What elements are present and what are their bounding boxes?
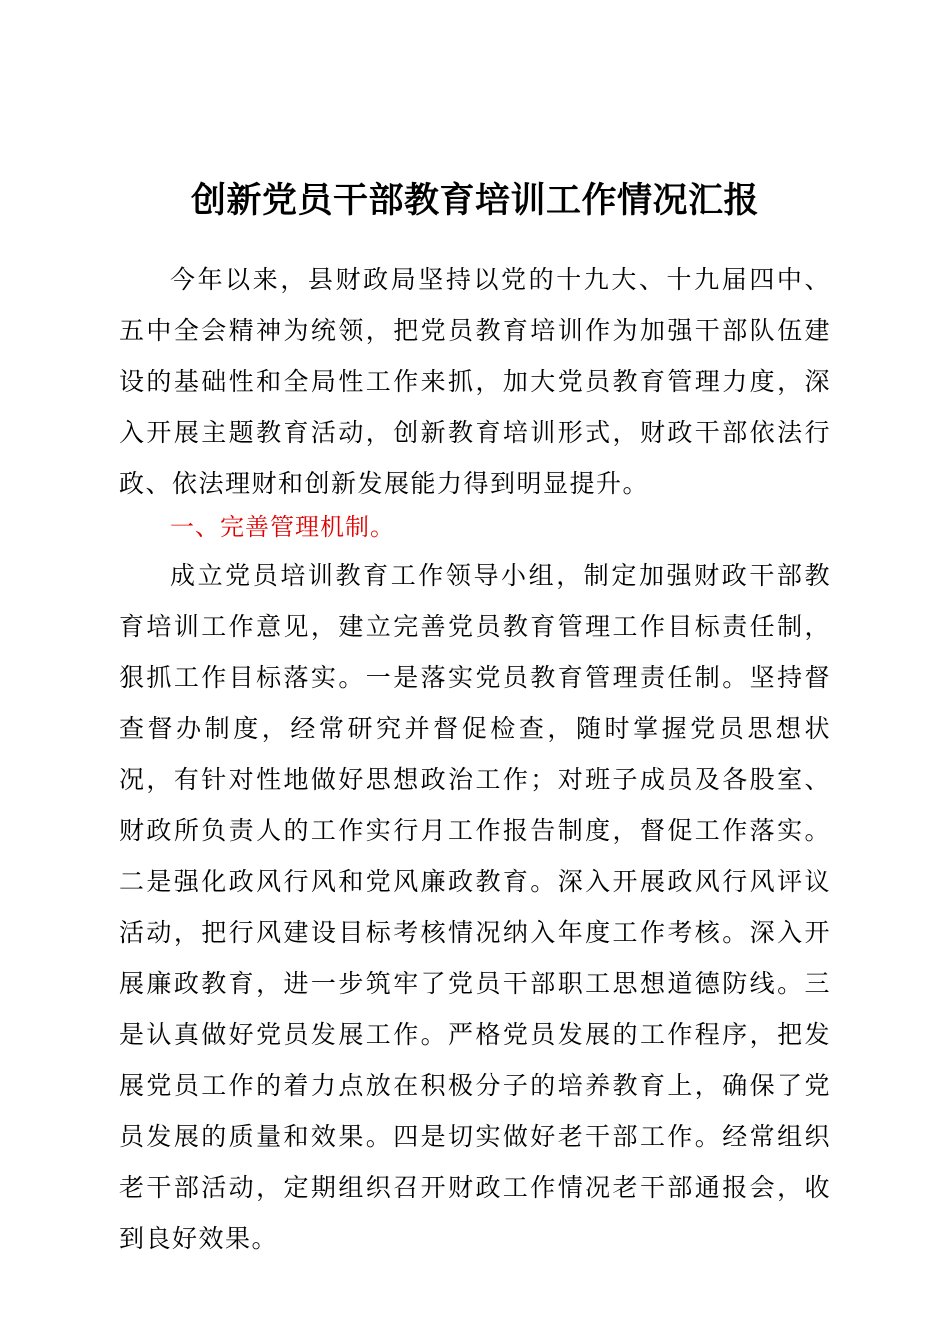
section-heading: 一、完善管理机制。 — [170, 513, 395, 541]
intro-paragraph: 今年以来，县财政局坚持以党的十九大、十九届四中、五中全会精神为统领，把党员教育培训作为加强干部队伍建设的基础性和全局性工作来抓，加大党员教育管理力度，深入开展主题教育活动，创新教育培训形式，财政干部依法行政、依法理财和创新发展能力得到明显提升。 — [119, 265, 831, 498]
document-title: 创新党员干部教育培训工作情况汇报 — [190, 180, 759, 221]
section-paragraph: 成立党员培训教育工作领导小组，制定加强财政干部教育培训工作意见，建立完善党员教育管理工作目标责任制，狠抓工作目标落实。一是落实党员教育管理责任制。坚持督查督办制度，经常研究并督促检查，随时掌握党员思想状况，有针对性地做好思想政治工作；对班子成员及各股室、财政所负责人的工作实行月工作报告制度，督促工作落实。二是强化政风行风和党风廉政教育。深入开展政风行风评议活动，把行风建设目标考核情况纳入年度工作考核。深入开展廉政教育，进一步筑牢了党员干部职工思想道德防线。三是认真做好党员发展工作。严格党员发展的工作程序，把发展党员工作的着力点放在积极分子的培养教育上，确保了党员发展的质量和效果。四是切实做好老干部工作。经常组织老干部活动，定期组织召开财政工作情况老干部通报会，收到良好效果。 — [119, 561, 831, 1253]
